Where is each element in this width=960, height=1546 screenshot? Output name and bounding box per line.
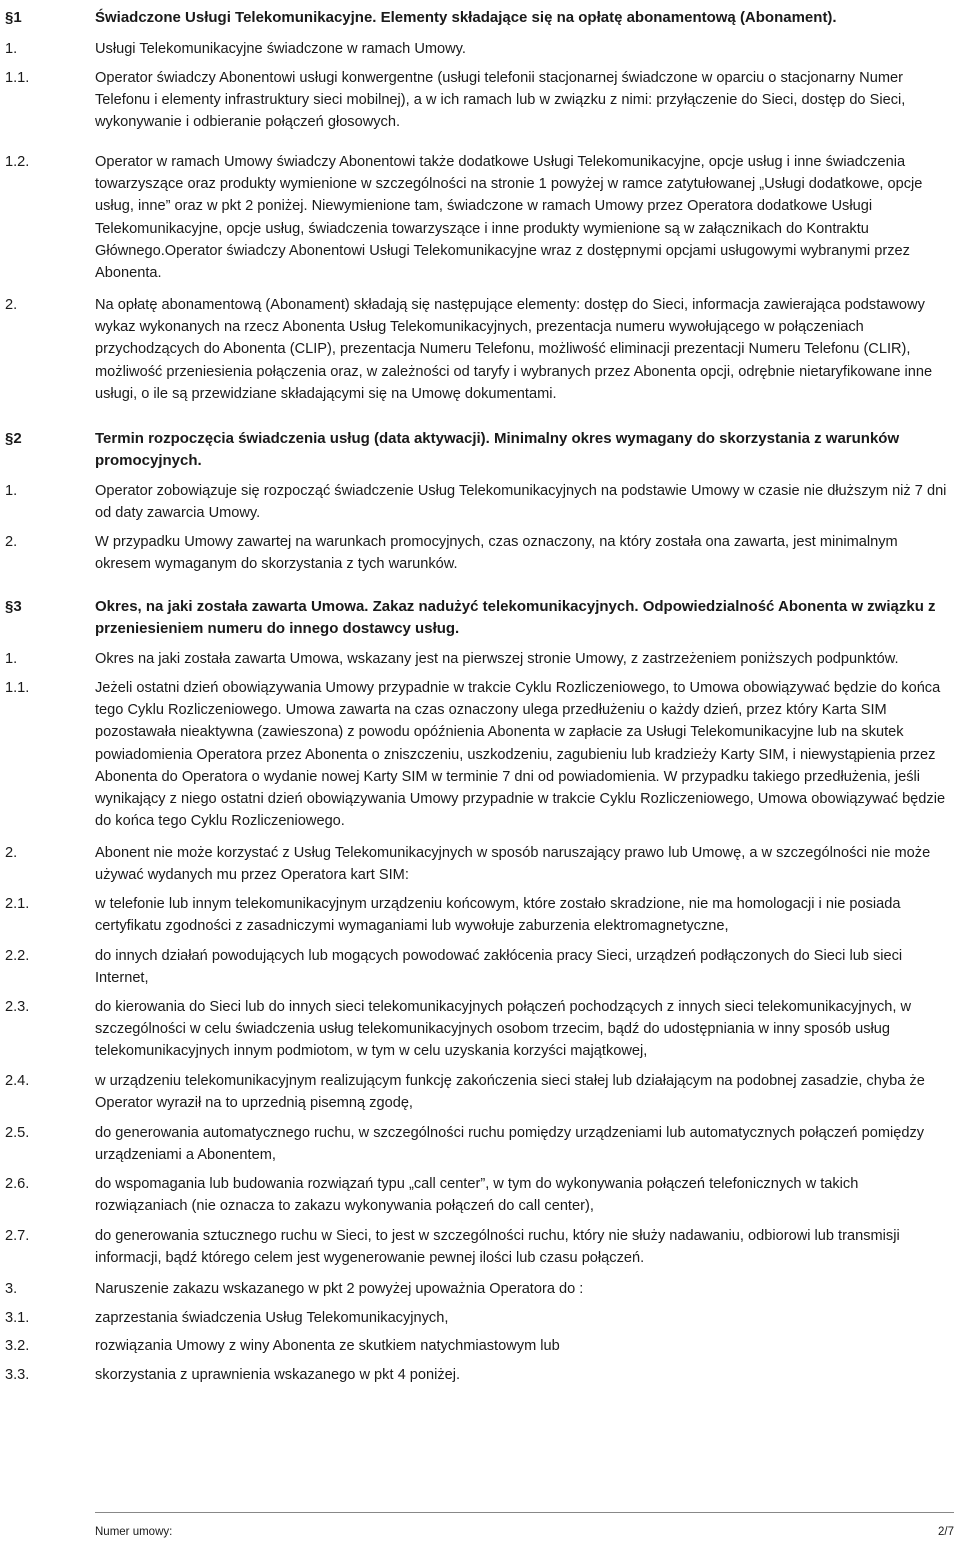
page-number: 2/7 (938, 1526, 954, 1538)
list-item (5, 842, 952, 886)
list-item (5, 996, 952, 1063)
item-number: 2. (5, 297, 18, 313)
item-text: do generowania sztucznego ruchu w Sieci, to jest w szczególności ruchu, który nie służy nadawaniu, odbiorowi lub transmisji informacji, bądź którego celem jest wygenerowanie pewnej ilości lub czasu połączeń. (95, 1228, 900, 1267)
list-item (5, 1307, 952, 1329)
item-number: 1.1. (5, 680, 30, 696)
item-number: 2.7. (5, 1228, 30, 1244)
list-item (5, 480, 952, 524)
item-number: 3. (5, 1281, 18, 1297)
item-text: zaprzestania świadczenia Usług Telekomunikacyjnych, (95, 1310, 449, 1326)
item-number: 2.2. (5, 948, 30, 964)
item-text: w urządzeniu telekomunikacyjnym realizującym funkcję zakończenia sieci stałej lub działającym na podobnej zasadzie, chyba że Operator wyraził na to uprzednią pisemną zgodę, (95, 1073, 925, 1112)
item-text: Abonent nie może korzystać z Usług Telekomunikacyjnych w sposób naruszający prawo lub Umowę, a w szczególności nie może używać wydanych mu przez Operatora kart SIM: (95, 845, 931, 884)
item-number: 1. (5, 651, 18, 667)
item-number: 1. (5, 483, 18, 499)
item-text: Jeżeli ostatni dzień obowiązywania Umowy przypadnie w trakcie Cyklu Rozliczeniowego, to Umowa obowiązywać będzie do końca tego Cyklu Rozliczeniowego. Umowa zawarta na czas oznaczony ulega przedłużeniu o każdy dzień, przez który Karta SIM pozostawała nieaktywna (zawieszona) z powodu opóźnienia Abonenta w zapłacie za Usługi Telekomunikacyjne lub na skutek powiadomienia Operatora przez Abonenta o zniszczeniu, uszkodzeniu, zagubieniu lub kradzieży Karty SIM, i niewystąpienia przez Abonenta do Operatora o wydanie nowej Karty SIM w terminie 7 dni od powiadomienia. W przypadku takiego przedłużenia, jeśli wynikający z niego ostatni dzień obowiązywania Umowy przypadnie w trakcie Cyklu Rozliczeniowego, Umowa obowiązywać będzie do końca tego Cyklu Rozliczeniowego. (95, 680, 946, 830)
item-number: 2. (5, 534, 18, 550)
list-item (5, 294, 952, 405)
section-title: Świadczone Usługi Telekomunikacyjne. Elementy składające się na opłatę abonamentową (Abonament). (95, 9, 837, 26)
section-number: §3 (5, 598, 22, 615)
section-title: Okres, na jaki została zawarta Umowa. Zakaz nadużyć telekomunikacyjnych. Odpowiedzialność Abonenta w związku z przeniesieniem numeru do innego dostawcy usług. (95, 598, 936, 637)
contract-number-label: Numer umowy: (95, 1526, 173, 1538)
item-text: Operator świadczy Abonentowi usługi konwergentne (usługi telefonii stacjonarnej świadczone w oparciu o stacjonarny Numer Telefonu i elementy infrastruktury sieci mobilnej), a w ich ramach lub w związku z nimi: przyłączenie do Sieci, dostęp do Sieci, wykonywanie i odbieranie połączeń głosowych. (95, 70, 906, 131)
list-item (5, 531, 952, 575)
item-text: W przypadku Umowy zawartej na warunkach promocyjnych, czas oznaczony, na który została ona zawarta, jest minimalnym okresem wymaganym do skorzystania z tych warunków. (95, 534, 898, 573)
item-text: do generowania automatycznego ruchu, w szczególności ruchu pomiędzy urządzeniami lub automatycznych połączeń pomiędzy urządzeniami a Abonentem, (95, 1125, 925, 1164)
item-number: 3.3. (5, 1367, 30, 1383)
item-number: 3.2. (5, 1338, 30, 1354)
item-text: Operator zobowiązuje się rozpocząć świadczenie Usług Telekomunikacyjnych na podstawie Umowy w czasie nie dłuższym niż 7 dni od daty zawarcia Umowy. (95, 483, 947, 522)
section-2-heading (5, 428, 952, 472)
section-number: §1 (5, 9, 22, 26)
item-text: do wspomagania lub budowania rozwiązań typu „call center”, w tym do wykonywania połączeń telefonicznych w takich rozwiązaniach (nie oznacza to zakazu wykonywania połączeń do call center), (95, 1176, 859, 1215)
item-number: 1.1. (5, 70, 30, 86)
item-number: 2. (5, 845, 18, 861)
section-number: §2 (5, 430, 22, 447)
item-text: Na opłatę abonamentową (Abonament) składają się następujące elementy: dostęp do Sieci, informacja zawierająca podstawowy wykaz wykonanych na rzecz Abonenta Usług Telekomunikacyjnych, prezentacja numeru wywołującego w połączeniach przychodzących do Abonenta (CLIP), prezentacja Numeru Telefonu, możliwość eliminacji prezentacji Numeru Telefonu (CLIR), możliwość przeniesienia połączenia oraz, w zależności od taryfy i wybranych przez Abonenta opcji, odrębnie nietaryfikowane inne usługi, o ile są przewidziane składającymi się na Umowę dokumentami. (95, 297, 933, 402)
item-number: 2.6. (5, 1176, 30, 1192)
item-text: w telefonie lub innym telekomunikacyjnym urządzeniu końcowym, które zostało skradzione, nie ma homologacji i nie posiada certyfikatu zgodności z zasadniczymi wymaganiami lub wywołuje zaburzenia elektromagnetyczne, (95, 896, 901, 935)
item-text: Okres na jaki została zawarta Umowa, wskazany jest na pierwszej stronie Umowy, z zastrzeżeniem poniższych podpunktów. (95, 651, 899, 667)
item-number: 2.4. (5, 1073, 30, 1089)
item-text: do innych działań powodujących lub mogących powodować zakłócenia pracy Sieci, urządzeń podłączonych do Sieci lub sieci Internet, (95, 948, 903, 987)
item-text: rozwiązania Umowy z winy Abonenta ze skutkiem natychmiastowym lub (95, 1338, 560, 1354)
item-text: do kierowania do Sieci lub do innych sieci telekomunikacyjnych połączeń pochodzących z innych sieci telekomunikacyjnych, w szczególności w celu świadczenia usług telekomunikacyjnych osobom trzecim, bądź do udostępniania w inny sposób usług telekomunikacyjnych innym podmiotom, w tym w celu uzyskania korzyści majątkowej, (95, 999, 912, 1060)
list-item (5, 677, 952, 832)
list-item (5, 67, 952, 134)
list-item (5, 151, 952, 284)
list-item (5, 38, 952, 60)
item-number: 2.1. (5, 896, 30, 912)
section-1-heading (5, 7, 952, 29)
item-text: skorzystania z uprawnienia wskazanego w pkt 4 poniżej. (95, 1367, 461, 1383)
section-3-heading (5, 596, 952, 640)
item-text: Usługi Telekomunikacyjne świadczone w ramach Umowy. (95, 41, 466, 57)
list-item (5, 1070, 952, 1114)
item-number: 3.1. (5, 1310, 30, 1326)
list-item (5, 893, 952, 937)
list-item (5, 1225, 952, 1269)
item-number: 1.2. (5, 154, 30, 170)
item-text: Naruszenie zakazu wskazanego w pkt 2 powyżej upoważnia Operatora do : (95, 1281, 584, 1297)
item-number: 1. (5, 41, 18, 57)
list-item (5, 1122, 952, 1166)
item-number: 2.3. (5, 999, 30, 1015)
page-footer (95, 1512, 954, 1538)
list-item (5, 648, 952, 670)
item-text: Operator w ramach Umowy świadczy Abonentowi także dodatkowe Usługi Telekomunikacyjne, opcje usług i inne świadczenia towarzyszące oraz produkty wymienione w szczególności na stronie 1 powyżej w ramce zatytułowanej „Usługi dodatkowe, opcje usług, inne” oraz w pkt 2 poniżej. Niewymienione tam, świadczone w ramach Umowy przez Operatora dodatkowe Usługi Telekomunikacyjne, opcje usług, świadczenia towarzyszące i inne produkty wymienione są w załącznikach do Kontraktu Głównego.Operator świadczy Abonentowi Usługi Telekomunikacyjne wraz z dostępnymi opcjami usługowymi wybranymi przez Abonenta. (95, 154, 923, 282)
item-number: 2.5. (5, 1125, 30, 1141)
list-item (5, 1173, 952, 1217)
list-item (5, 945, 952, 989)
list-item (5, 1335, 952, 1357)
section-title: Termin rozpoczęcia świadczenia usług (data aktywacji). Minimalny okres wymagany do skorzystania z warunków promocyjnych. (95, 430, 900, 469)
list-item (5, 1364, 952, 1386)
list-item (5, 1278, 952, 1300)
